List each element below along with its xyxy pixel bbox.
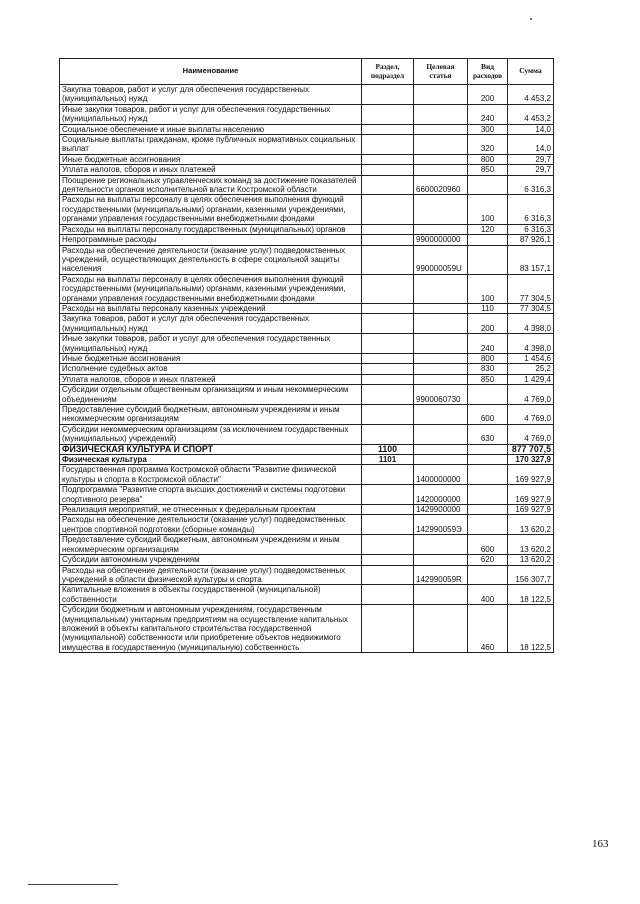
table-row (60, 274, 554, 303)
row-amount: 877 707,5 (508, 444, 554, 454)
row-name: Субсидии бюджетным и автономным учреждениям, государственным (муниципальным) унитарным предприятиям на осуществление капитальных вложений в объекты капитального строительства государственной (муниципальной) собственности или приобретение объектов недвижимого имущества в государственную (муниципальную) собственность (60, 605, 362, 653)
row-section (362, 535, 414, 555)
row-amount: 14,0 (508, 135, 554, 155)
row-kind: 850 (468, 165, 508, 175)
row-target: 1400000000 (414, 465, 468, 485)
row-target (414, 154, 468, 164)
table-row (60, 175, 554, 195)
row-kind (468, 235, 508, 245)
row-amount: 14,0 (508, 124, 554, 134)
header-amount: Сумма (508, 59, 554, 85)
row-amount: 13 620,2 (508, 555, 554, 565)
row-name: Предоставление субсидий бюджетным, автономным учреждениям и иным некоммерческим организациям (60, 405, 362, 425)
row-amount: 4 453,2 (508, 85, 554, 105)
row-target (414, 104, 468, 124)
header-target: Целевая статья (414, 59, 468, 85)
row-name: Субсидии автономным учреждениям (60, 555, 362, 565)
table-row (60, 135, 554, 155)
table-row (60, 154, 554, 164)
row-amount: 4 769,0 (508, 385, 554, 405)
row-name: Предоставление субсидий бюджетным, автономным учреждениям и иным некоммерческим организациям (60, 535, 362, 555)
table-header-row (60, 59, 554, 85)
row-amount: 83 157,1 (508, 245, 554, 274)
budget-table (59, 58, 554, 653)
row-amount: 77 304,5 (508, 303, 554, 313)
table-row (60, 444, 554, 454)
row-section (362, 364, 414, 374)
row-target: 9900060730 (414, 385, 468, 405)
table-row (60, 485, 554, 505)
row-kind: 620 (468, 555, 508, 565)
row-target (414, 424, 468, 444)
table-row (60, 245, 554, 274)
row-amount: 77 304,5 (508, 274, 554, 303)
row-kind: 100 (468, 195, 508, 224)
row-amount: 13 620,2 (508, 535, 554, 555)
row-section (362, 353, 414, 363)
row-kind: 240 (468, 334, 508, 354)
row-target (414, 274, 468, 303)
row-name: Социальные выплаты гражданам, кроме публичных нормативных социальных выплат (60, 135, 362, 155)
row-kind: 100 (468, 274, 508, 303)
row-kind: 240 (468, 104, 508, 124)
row-section (362, 314, 414, 334)
table-row (60, 515, 554, 535)
row-kind (468, 565, 508, 585)
table-row (60, 605, 554, 653)
row-name: Расходы на обеспечение деятельности (оказание услуг) подведомственных центров спортивной подготовки (сборные команды) (60, 515, 362, 535)
row-amount: 87 926,1 (508, 235, 554, 245)
header-kind: Вид расходов (468, 59, 508, 85)
row-target (414, 353, 468, 363)
row-amount: 4 769,0 (508, 405, 554, 425)
row-name: Расходы на обеспечение деятельности (оказание услуг) подведомственных учреждений, осуществляющих деятельность в сфере социальной защиты населения (60, 245, 362, 274)
table-row (60, 353, 554, 363)
row-amount: 169 927,9 (508, 505, 554, 515)
row-amount: 6 316,3 (508, 175, 554, 195)
row-kind (468, 444, 508, 454)
row-target (414, 374, 468, 384)
row-name: Капитальные вложения в объекты государственной (муниципальной) собственности (60, 585, 362, 605)
row-name: Субсидии некоммерческим организациям (за исключением государственных (муниципальных) учреждений) (60, 424, 362, 444)
row-section (362, 165, 414, 175)
row-amount: 4 398,0 (508, 314, 554, 334)
row-section (362, 195, 414, 224)
row-section (362, 303, 414, 313)
row-target (414, 334, 468, 354)
row-section (362, 224, 414, 234)
table-row (60, 104, 554, 124)
row-amount: 6 316,3 (508, 224, 554, 234)
table-row (60, 314, 554, 334)
table-row (60, 195, 554, 224)
row-kind: 200 (468, 314, 508, 334)
row-section (362, 235, 414, 245)
row-target: 1420000000 (414, 485, 468, 505)
table-body (60, 85, 554, 653)
row-target (414, 135, 468, 155)
row-amount: 156 307,7 (508, 565, 554, 585)
row-amount: 169 927,9 (508, 485, 554, 505)
row-kind: 320 (468, 135, 508, 155)
row-kind (468, 465, 508, 485)
row-kind (468, 175, 508, 195)
row-amount: 4 398,0 (508, 334, 554, 354)
row-amount: 18 122,5 (508, 585, 554, 605)
table-row (60, 385, 554, 405)
row-target (414, 605, 468, 653)
table-row (60, 585, 554, 605)
row-section (362, 515, 414, 535)
row-section (362, 334, 414, 354)
row-target: 142990059R (414, 565, 468, 585)
row-kind (468, 515, 508, 535)
row-section (362, 135, 414, 155)
row-section: 1101 (362, 455, 414, 465)
row-target (414, 165, 468, 175)
table-row (60, 364, 554, 374)
row-kind (468, 485, 508, 505)
row-target: 6600020960 (414, 175, 468, 195)
row-section (362, 385, 414, 405)
row-kind: 800 (468, 154, 508, 164)
row-target (414, 85, 468, 105)
row-section: 1100 (362, 444, 414, 454)
row-target: 1429900000 (414, 505, 468, 515)
row-target: 9900000000 (414, 235, 468, 245)
row-kind (468, 385, 508, 405)
row-amount: 4 453,2 (508, 104, 554, 124)
table-row (60, 405, 554, 425)
row-section (362, 485, 414, 505)
row-amount: 170 327,9 (508, 455, 554, 465)
row-section (362, 555, 414, 565)
row-name: ФИЗИЧЕСКАЯ КУЛЬТУРА И СПОРТ (60, 444, 362, 454)
table-row (60, 565, 554, 585)
table-row (60, 455, 554, 465)
row-name: Субсидии отдельным общественным организациям и иным некоммерческим объединениям (60, 385, 362, 405)
row-amount: 4 769,0 (508, 424, 554, 444)
row-name: Поощрение региональных управленческих команд за достижение показателей деятельности органов исполнительной власти Костромской области (60, 175, 362, 195)
row-kind (468, 505, 508, 515)
row-name: Социальное обеспечение и иные выплаты населению (60, 124, 362, 134)
row-amount: 6 316,3 (508, 195, 554, 224)
row-section (362, 505, 414, 515)
table-row (60, 334, 554, 354)
row-target (414, 124, 468, 134)
row-name: Иные закупки товаров, работ и услуг для обеспечения государственных (муниципальных) нужд (60, 334, 362, 354)
table-row (60, 224, 554, 234)
row-section (362, 245, 414, 274)
row-section (362, 175, 414, 195)
table-row (60, 465, 554, 485)
row-kind: 400 (468, 585, 508, 605)
row-kind: 110 (468, 303, 508, 313)
table-row (60, 303, 554, 313)
row-kind: 800 (468, 353, 508, 363)
row-kind: 850 (468, 374, 508, 384)
row-name: Расходы на выплаты персоналу в целях обеспечения выполнения функций государственными (муниципальными) органами, казенными учреждениями, органами управления государственными внебюджетными фондами (60, 274, 362, 303)
row-section (362, 124, 414, 134)
row-kind: 630 (468, 424, 508, 444)
header-section: Раздел, подраздел (362, 59, 414, 85)
row-kind: 830 (468, 364, 508, 374)
row-name: Реализация мероприятий, не отнесенных к федеральным проектам (60, 505, 362, 515)
row-kind: 300 (468, 124, 508, 134)
row-target (414, 224, 468, 234)
row-name: Закупка товаров, работ и услуг для обеспечения государственных (муниципальных) нужд (60, 314, 362, 334)
row-target (414, 455, 468, 465)
row-section (362, 85, 414, 105)
row-section (362, 154, 414, 164)
row-name: Уплата налогов, сборов и иных платежей (60, 374, 362, 384)
row-name: Расходы на выплаты персоналу государственных (муниципальных) органов (60, 224, 362, 234)
row-section (362, 374, 414, 384)
table-row (60, 85, 554, 105)
table-row (60, 235, 554, 245)
row-name: Закупка товаров, работ и услуг для обеспечения государственных (муниципальных) нужд (60, 85, 362, 105)
row-amount: 1 454,6 (508, 353, 554, 363)
row-target (414, 303, 468, 313)
row-amount: 13 620,2 (508, 515, 554, 535)
row-amount: 1 429,4 (508, 374, 554, 384)
table-row (60, 505, 554, 515)
row-section (362, 585, 414, 605)
scan-speck (530, 18, 532, 20)
row-name: Физическая культура (60, 455, 362, 465)
row-section (362, 104, 414, 124)
row-target (414, 364, 468, 374)
row-name: Иные закупки товаров, работ и услуг для обеспечения государственных (муниципальных) нужд (60, 104, 362, 124)
row-name: Уплата налогов, сборов и иных платежей (60, 165, 362, 175)
row-amount: 29,7 (508, 154, 554, 164)
row-amount: 25,2 (508, 364, 554, 374)
row-kind (468, 455, 508, 465)
row-name: Расходы на выплаты персоналу казенных учреждений (60, 303, 362, 313)
table-row (60, 535, 554, 555)
row-name: Иные бюджетные ассигнования (60, 154, 362, 164)
row-name: Расходы на выплаты персоналу в целях обеспечения выполнения функций государственными (муниципальными) органами, казенными учреждениями, органами управления государственными внебюджетными фондами (60, 195, 362, 224)
row-kind: 120 (468, 224, 508, 234)
row-target: 990000059U (414, 245, 468, 274)
row-name: Иные бюджетные ассигнования (60, 353, 362, 363)
row-section (362, 405, 414, 425)
page-number: 163 (592, 838, 609, 850)
row-section (362, 424, 414, 444)
row-section (362, 605, 414, 653)
row-kind (468, 245, 508, 274)
row-name: Исполнение судебных актов (60, 364, 362, 374)
row-name: Государственная программа Костромской области "Развитие физической культуры и спорта в Костромской области" (60, 465, 362, 485)
table-row (60, 124, 554, 134)
row-target: 142990059Э (414, 515, 468, 535)
row-target (414, 314, 468, 334)
header-name: Наименование (60, 59, 362, 85)
row-target (414, 405, 468, 425)
row-amount: 29,7 (508, 165, 554, 175)
row-name: Непрограммные расходы (60, 235, 362, 245)
row-target (414, 585, 468, 605)
row-kind: 600 (468, 535, 508, 555)
row-target (414, 555, 468, 565)
row-kind: 600 (468, 405, 508, 425)
row-kind: 200 (468, 85, 508, 105)
row-target (414, 535, 468, 555)
row-name: Расходы на обеспечение деятельности (оказание услуг) подведомственных учреждений в области физической культуры и спорта (60, 565, 362, 585)
row-section (362, 565, 414, 585)
row-section (362, 465, 414, 485)
table-row (60, 374, 554, 384)
row-name: Подпрограмма "Развитие спорта высших достижений и системы подготовки спортивного резерва" (60, 485, 362, 505)
row-section (362, 274, 414, 303)
table-row (60, 424, 554, 444)
table-row (60, 165, 554, 175)
row-target (414, 444, 468, 454)
row-amount: 18 122,5 (508, 605, 554, 653)
row-kind: 460 (468, 605, 508, 653)
row-amount: 169 927,9 (508, 465, 554, 485)
table-row (60, 555, 554, 565)
footer-rule (28, 884, 118, 885)
row-target (414, 195, 468, 224)
